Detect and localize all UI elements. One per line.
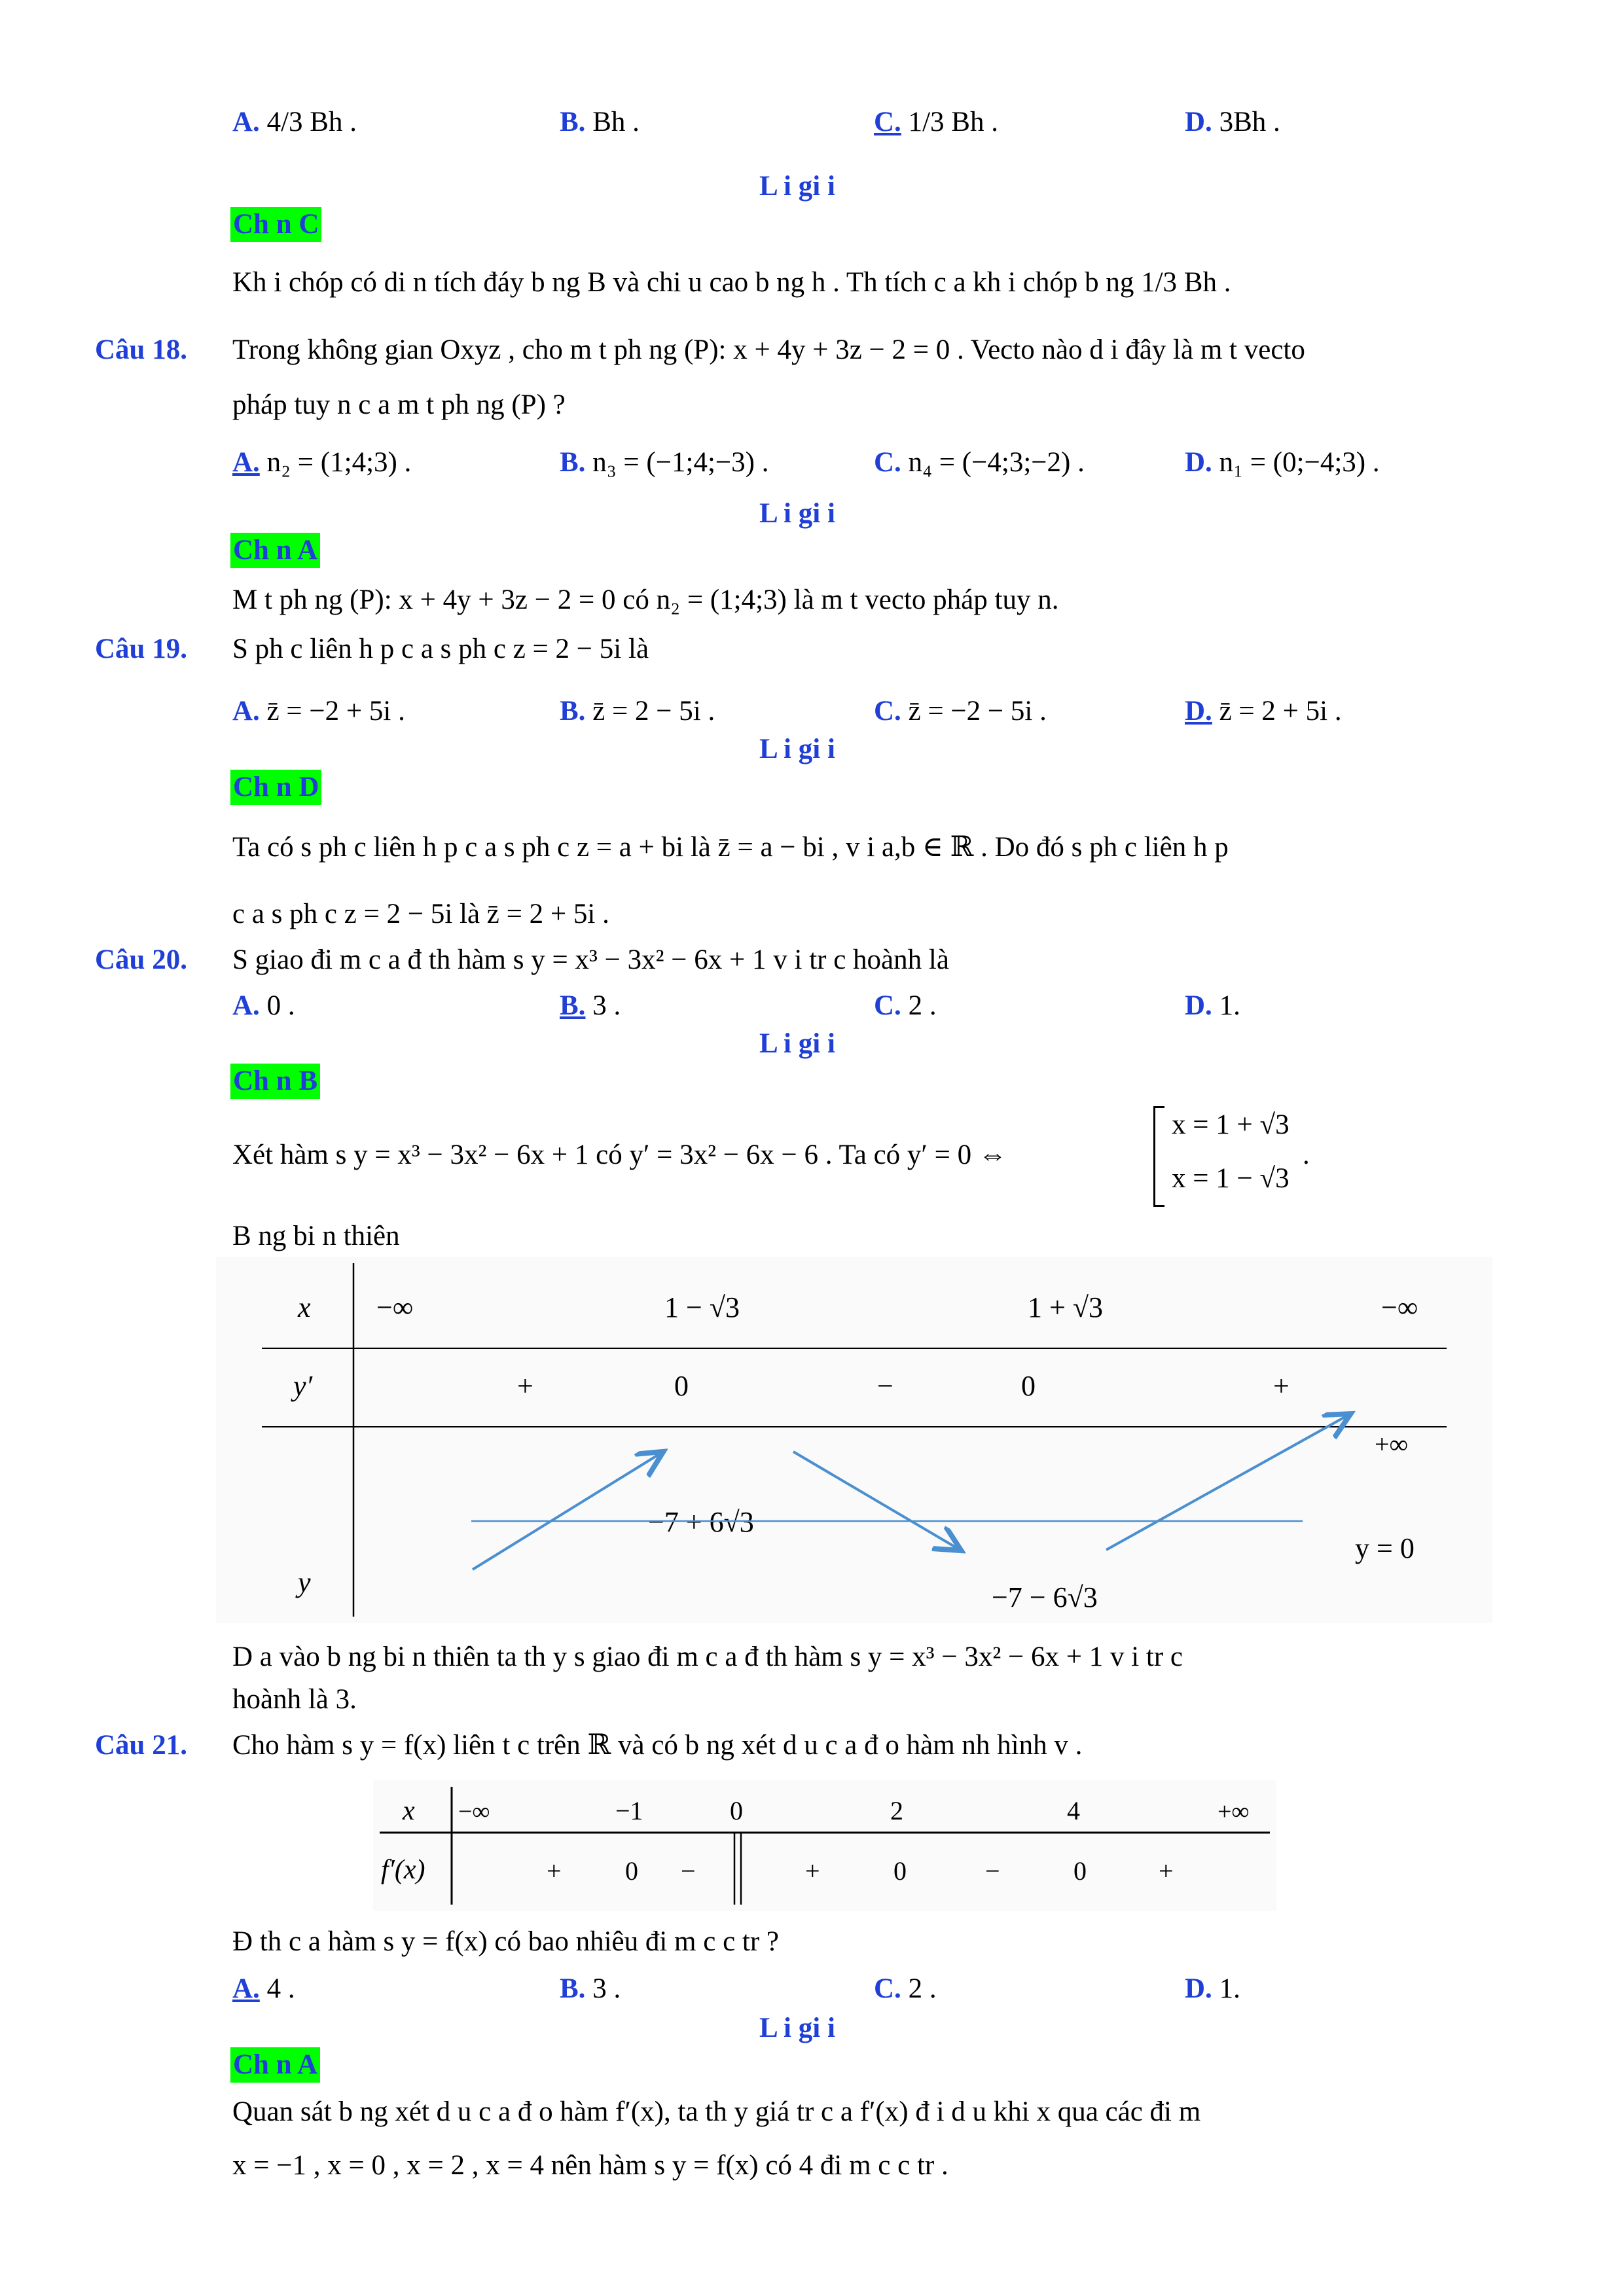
option-label: D. — [1185, 990, 1212, 1021]
sign-2: 0 — [625, 1856, 638, 1886]
x-value-end: −∞ — [1381, 1291, 1418, 1323]
q19-explanation-line2: c a s ph c z = 2 − 5i là z̄ = 2 + 5i . — [232, 899, 609, 929]
option-text: n₃ = (−1;4;−3) . — [592, 447, 769, 478]
yprime-zero-2: 0 — [1021, 1370, 1036, 1402]
q21-question: Đ th c a hàm s y = f(x) có bao nhiêu đi m c c tr ? — [232, 1926, 780, 1957]
option-label: D. — [1185, 696, 1212, 726]
row-label-x: x — [403, 1796, 415, 1826]
q20-option-d[interactable] — [1185, 988, 1240, 1024]
q19-answer-badge: Ch n D — [230, 770, 321, 805]
q21-solution-title: L i gi i — [759, 2013, 835, 2043]
q21-sign-table — [373, 1780, 1276, 1911]
q18-number: Câu 18. — [95, 334, 187, 365]
option-text: 1/3 Bh . — [908, 107, 998, 137]
option-label: B. — [560, 1973, 586, 2004]
q17-option-d[interactable] — [1185, 105, 1280, 140]
option-label: D. — [1185, 447, 1212, 478]
option-label: C. — [874, 990, 901, 1021]
row-label-yprime: y′ — [293, 1370, 313, 1402]
option-text: 3 . — [592, 990, 621, 1021]
q20-case-period: . — [1303, 1139, 1310, 1170]
q18-solution-title: L i gi i — [759, 498, 835, 529]
x-value-3: 0 — [730, 1796, 743, 1825]
yprime-sign-3: + — [1273, 1370, 1290, 1402]
q18-option-a[interactable] — [232, 445, 411, 480]
q20-variation-table — [216, 1257, 1492, 1623]
q19-number: Câu 19. — [95, 634, 187, 664]
x-value-5: 4 — [1067, 1796, 1080, 1825]
q19-option-c[interactable] — [874, 694, 1047, 729]
option-label: D. — [1185, 1973, 1212, 2004]
option-text: n₁ = (0;−4;3) . — [1219, 447, 1380, 478]
option-text: n₂ = (1;4;3) . — [266, 447, 412, 478]
option-label: A. — [232, 696, 260, 726]
q17-option-a[interactable] — [232, 105, 357, 140]
option-label: A. — [232, 447, 260, 478]
q21-option-c[interactable] — [874, 1971, 937, 2007]
option-label: C. — [874, 447, 901, 478]
option-label: A. — [232, 1973, 260, 2004]
q20-option-b[interactable] — [560, 988, 621, 1024]
q18-stem-line2: pháp tuy n c a m t ph ng (P) ? — [232, 389, 566, 420]
sign-3: − — [681, 1856, 696, 1886]
row-label-y: y — [298, 1566, 311, 1598]
q21-option-d[interactable] — [1185, 1971, 1240, 2007]
y-local-max: −7 + 6√3 — [648, 1506, 754, 1538]
q18-option-d[interactable] — [1185, 445, 1380, 480]
option-text: 0 . — [266, 990, 295, 1021]
option-text: 2 . — [908, 1973, 937, 2004]
q18-answer-badge: Ch n A — [230, 533, 320, 568]
q20-table-title: B ng bi n thiên — [232, 1221, 400, 1251]
option-label: D. — [1185, 107, 1212, 137]
option-label: C. — [874, 1973, 901, 2004]
option-text: z̄ = 2 − 5i . — [592, 696, 715, 726]
q17-answer-badge: Ch n C — [230, 207, 321, 242]
q18-explanation: M t ph ng (P): x + 4y + 3z − 2 = 0 có n₂ = (1;4;3) là m t vecto pháp tuy n. — [232, 584, 1059, 615]
q21-option-a[interactable] — [232, 1971, 295, 2007]
q20-cases-bracket — [1153, 1106, 1164, 1207]
q19-explanation-line1: Ta có s ph c liên h p c a s ph c z = a + bi là z̄ = a − bi , v i a,b ∈ ℝ . Do đó s ph c liên h p — [232, 832, 1229, 863]
q20-case-1: x = 1 + √3 — [1172, 1109, 1290, 1140]
x-value-1-plus-sqrt3: 1 + √3 — [1028, 1291, 1103, 1323]
q17-option-b[interactable] — [560, 105, 640, 140]
q21-explanation-line2: x = −1 , x = 0 , x = 2 , x = 4 nên hàm s y = f(x) có 4 đi m c c tr . — [232, 2150, 948, 2181]
option-text: 3Bh . — [1219, 107, 1280, 137]
option-label: A. — [232, 990, 260, 1021]
q19-option-b[interactable] — [560, 694, 715, 729]
q20-answer-badge: Ch n B — [230, 1064, 320, 1099]
option-label: C. — [874, 696, 901, 726]
row-label-x: x — [298, 1291, 311, 1323]
row-label-fprime: f′(x) — [381, 1855, 425, 1885]
q17-option-c[interactable] — [874, 105, 998, 140]
q20-option-a[interactable] — [232, 988, 295, 1024]
option-text: Bh . — [592, 107, 640, 137]
sign-8: + — [1159, 1856, 1174, 1886]
option-text: n₄ = (−4;3;−2) . — [908, 447, 1085, 478]
q21-answer-badge: Ch n A — [230, 2047, 320, 2083]
q20-number: Câu 20. — [95, 944, 187, 975]
q18-option-b[interactable] — [560, 445, 768, 480]
q19-solution-title: L i gi i — [759, 734, 835, 764]
option-text: 4/3 Bh . — [266, 107, 357, 137]
q20-option-c[interactable] — [874, 988, 937, 1024]
table-background — [373, 1780, 1276, 1911]
q17-explanation: Kh i chóp có di n tích đáy b ng B và chi u cao b ng h . Th tích c a kh i chóp b ng 1/3 Bh . — [232, 267, 1231, 298]
yprime-zero-1: 0 — [674, 1370, 689, 1402]
q17-solution-title: L i gi i — [759, 171, 835, 202]
yprime-sign-2: − — [877, 1370, 893, 1402]
x-value-2: −1 — [615, 1796, 643, 1825]
q20-conclusion-line1: D a vào b ng bi n thiên ta th y s giao đi m c a đ th hàm s y = x³ − 3x² − 6x + 1 v i tr c — [232, 1641, 1183, 1672]
q20-solution-title: L i gi i — [759, 1028, 835, 1059]
q18-option-c[interactable] — [874, 445, 1085, 480]
x-value-6: +∞ — [1218, 1798, 1250, 1825]
q20-conclusion-line2: hoành là 3. — [232, 1684, 357, 1715]
option-text: 2 . — [908, 990, 937, 1021]
q20-stem: S giao đi m c a đ th hàm s y = x³ − 3x² − 6x + 1 v i tr c hoành là — [232, 944, 949, 975]
sign-7: 0 — [1074, 1856, 1087, 1886]
yprime-sign-1: + — [517, 1370, 533, 1402]
line-label-y0: y = 0 — [1355, 1532, 1415, 1564]
q19-stem: S ph c liên h p c a s ph c z = 2 − 5i là — [232, 634, 649, 664]
q21-number: Câu 21. — [95, 1730, 187, 1761]
x-value-1-minus-sqrt3: 1 − √3 — [664, 1291, 740, 1323]
x-value-1: −∞ — [458, 1798, 490, 1825]
sign-5: 0 — [893, 1856, 907, 1886]
q20-explanation: Xét hàm s y = x³ − 3x² − 6x + 1 có y′ = 3x² − 6x − 6 . Ta có y′ = 0 ⇔ — [232, 1139, 1007, 1170]
option-label: B. — [560, 696, 586, 726]
option-label: B. — [560, 107, 586, 137]
q19-option-d[interactable] — [1185, 694, 1342, 729]
q18-stem-line1: Trong không gian Oxyz , cho m t ph ng (P): x + 4y + 3z − 2 = 0 . Vecto nào d i đây là m t vecto — [232, 334, 1305, 365]
sign-6: − — [985, 1856, 1000, 1886]
q19-option-a[interactable] — [232, 694, 405, 729]
option-text: z̄ = −2 − 5i . — [908, 696, 1047, 726]
option-text: 3 . — [592, 1973, 621, 2004]
q21-option-b[interactable] — [560, 1971, 621, 2007]
option-text: 1. — [1219, 1973, 1240, 2004]
sign-4: + — [805, 1856, 820, 1886]
option-text: z̄ = 2 + 5i . — [1219, 696, 1342, 726]
q21-explanation-line1: Quan sát b ng xét d u c a đ o hàm f′(x), ta th y giá tr c a f′(x) đ i d u khi x qua các đi m — [232, 2096, 1201, 2127]
option-label: C. — [874, 107, 901, 137]
q21-stem: Cho hàm s y = f(x) liên t c trên ℝ và có b ng xét d u c a đ o hàm nh hình v . — [232, 1730, 1083, 1761]
x-value-4: 2 — [890, 1796, 903, 1825]
y-pos-inf: +∞ — [1375, 1429, 1409, 1459]
q20-case-2: x = 1 − √3 — [1172, 1163, 1290, 1194]
option-text: z̄ = −2 + 5i . — [266, 696, 405, 726]
option-text: 1. — [1219, 990, 1240, 1021]
x-value-neg-inf: −∞ — [376, 1291, 414, 1323]
option-label: B. — [560, 447, 586, 478]
option-label: B. — [560, 990, 586, 1021]
y-local-min: −7 − 6√3 — [992, 1581, 1098, 1613]
sign-1: + — [547, 1856, 562, 1886]
option-text: 4 . — [266, 1973, 295, 2004]
option-label: A. — [232, 107, 260, 137]
